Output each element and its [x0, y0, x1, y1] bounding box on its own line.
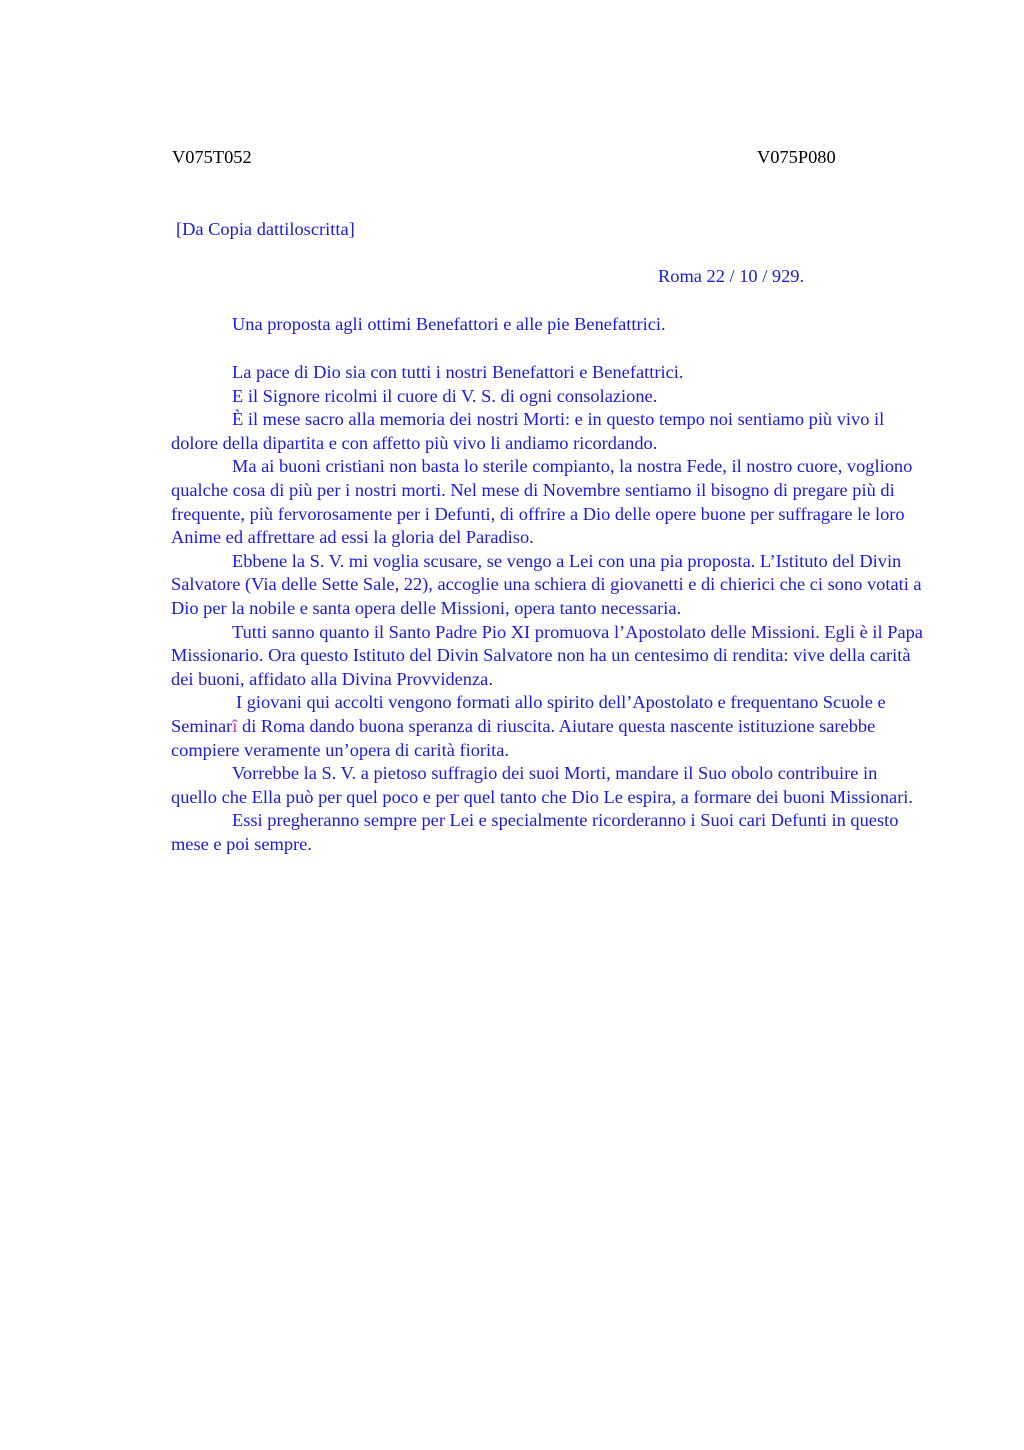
- paragraph-month-of-dead: È il mese sacro alla memoria dei nostri Morti: e in questo tempo noi sentiamo più vivo il dolore della dipartita e con affetto più vivo li andiamo ricordando.: [171, 409, 885, 453]
- paragraph-request: Vorrebbe la S. V. a pietoso suffragio dei suoi Morti, mandare il Suo obolo contribuire in quello che Ella può per quel poco e per quel tanto che Dio Le espira, a formare dei buoni Missionari.: [171, 763, 914, 807]
- paragraph-closing: Essi pregheranno sempre per Lei e specialmente ricorderanno i Suoi cari Defunti in questo mese e poi sempre.: [171, 810, 899, 854]
- paragraph-proposal: Ebbene la S. V. mi voglia scusare, se vengo a Lei con una pia proposta. L’Istituto del Divin Salvatore (Via delle Sette Sale, 22), accoglie una schiera di giovanetti e di chierici che ci sono votati a Dio per la nobile e santa opera delle Missioni, opera tanto necessaria.: [171, 550, 922, 618]
- header-right-code: V075P080: [757, 147, 836, 167]
- paragraph-greeting: La pace di Dio sia con tutti i nostri Benefattori e Benefattrici.: [232, 362, 684, 382]
- paragraph-seminari-after: di Roma dando buona speranza di riuscita. Aiutare questa nascente istituzione sarebbe compiere veramente un’opera di carità fiorita.: [171, 715, 876, 760]
- paragraph-seminari-before: I giovani qui accolti vengono formati allo spirito dell’Apostolato e frequentano Scuole e Seminar: [171, 692, 886, 736]
- date-line: Roma 22 / 10 / 929.: [658, 266, 805, 286]
- paragraph-seminari: [171, 691, 923, 762]
- paragraph-pope: Tutti sanno quanto il Santo Padre Pio XI promuova l’Apostolato delle Missioni. Egli è il Papa Missionario. Ora questo Istituto del Divin Salvatore non ha un centesimo di rendita: vive della carità dei buoni, affidato alla Divina Provvidenza.: [171, 621, 923, 689]
- paragraph-blessing: E il Signore ricolmi il cuore di V. S. di ogni consolazione.: [232, 385, 658, 406]
- accent-character: î: [232, 715, 238, 736]
- header-left-code: V075T052: [172, 147, 252, 167]
- paragraph-prayer: Ma ai buoni cristiani non basta lo sterile compianto, la nostra Fede, il nostro cuore, vogliono qualche cosa di più per i nostri morti. Nel mese di Novembre sentiamo il bisogno di pregare più di frequente, più fervorosamente per i Defunti, di offrire a Dio delle opere buone per suffragare le loro Anime ed affrettare ad essi la gloria del Paradiso.: [171, 456, 913, 548]
- letter-body: [171, 361, 923, 856]
- source-note: [Da Copia dattiloscritta]: [176, 219, 355, 239]
- subject-line: Una proposta agli ottimi Benefattori e alle pie Benefattrici.: [232, 314, 666, 334]
